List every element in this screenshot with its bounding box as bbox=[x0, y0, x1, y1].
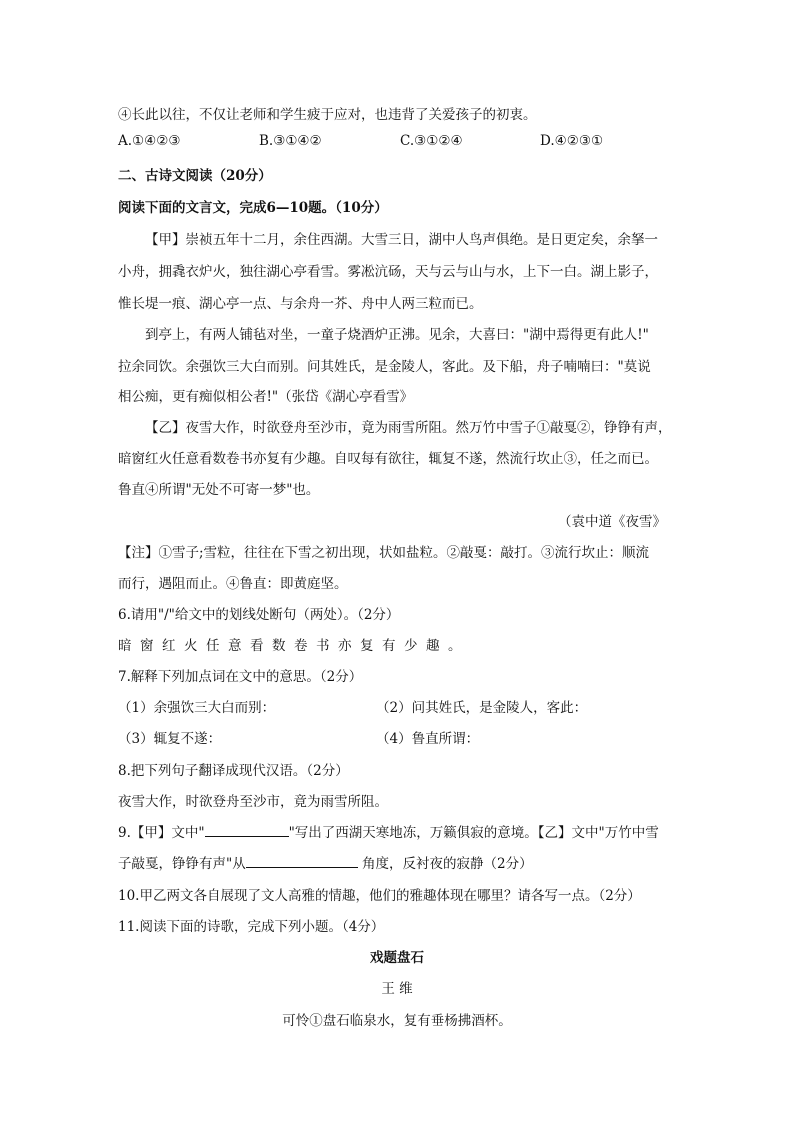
q9-line1-end: "写出了西湖天寒地冻，万籁俱寂的意境。【乙】文中"万竹中雪 bbox=[288, 825, 659, 841]
q6-text: 暗窗红火任意看数卷书亦复有少趣。 bbox=[118, 638, 470, 654]
notes-line2: 而行，遇阻而止。④鲁直：即黄庭坚。 bbox=[118, 576, 348, 592]
q7-item-4: （4）鲁直所谓： bbox=[376, 731, 480, 747]
poem-author: 王 维 bbox=[381, 981, 413, 997]
q7-item-1: （1）余强饮三大白而别： bbox=[118, 700, 276, 716]
yi-line3: 鲁直④所谓"无处不可寄一梦"也。 bbox=[118, 482, 320, 498]
yi-source: （袁中道《夜雪》 bbox=[558, 514, 666, 530]
q9-line1 bbox=[118, 821, 659, 841]
q5-option-a: A.①④②③ bbox=[118, 133, 181, 149]
jia-p1-line1: 【甲】崇祯五年十二月，余住西湖。大雪三日，湖中人鸟声俱绝。是日更定矣，余拏一 bbox=[145, 232, 658, 248]
jia-p2-line3: 相公痴，更有痴似相公者!"（张岱《湖心亭看雪》 bbox=[118, 389, 414, 405]
section2-title: 二、古诗文阅读（20分） bbox=[118, 168, 272, 184]
q8-text: 夜雪大作，时欲登舟至沙市，竟为雨雪所阻。 bbox=[118, 794, 388, 810]
q7-prompt: 7.解释下列加点词在文中的意思。（2分） bbox=[118, 669, 363, 685]
q5-option-d: D.④②③① bbox=[540, 133, 604, 149]
q11-prompt: 11.阅读下面的诗歌，完成下列小题。（4分） bbox=[118, 919, 385, 935]
q9-blank-2[interactable] bbox=[246, 853, 358, 868]
jia-p1-line2: 小舟，拥毳衣炉火，独往湖心亭看雪。雾凇沆砀，天与云与山与水，上下一白。湖上影子， bbox=[118, 264, 658, 280]
q5-option-c: C.③①②④ bbox=[400, 133, 463, 149]
poem-line1: 可怜①盘石临泉水，复有垂杨拂酒杯。 bbox=[282, 1013, 512, 1029]
q8-prompt: 8.把下列句子翻译成现代汉语。（2分） bbox=[118, 763, 349, 779]
notes-line1: 【注】①雪子;雪粒，往往在下雪之初出现，状如盐粒。②敲戛：敲打。③流行坎止：顺流 bbox=[118, 545, 650, 561]
yi-line1: 【乙】夜雪大作，时欲登舟至沙市，竟为雨雪所阻。然万竹中雪子①敲戛②，铮铮有声， bbox=[145, 420, 672, 436]
q10-prompt: 10.甲乙两文各自展现了文人高雅的情趣，他们的雅趣体现在哪里？请各写一点。（2分） bbox=[118, 888, 641, 904]
q5-option-b: B.③①④② bbox=[259, 133, 322, 149]
q5-item-4: ④长此以往，不仅让老师和学生疲于应对，也违背了关爱孩子的初衷。 bbox=[118, 107, 537, 123]
q9-line2-end: 角度，反衬夜的寂静（2分） bbox=[362, 856, 533, 872]
q9-line2-start: 子敲戛，铮铮有声"从 bbox=[118, 856, 246, 872]
q9-line2 bbox=[118, 852, 533, 872]
q7-item-3: （3）辄复不遂： bbox=[118, 731, 222, 747]
q6-prompt: 6.请用"/"给文中的划线处断句（两处）。（2分） bbox=[118, 607, 400, 623]
jia-p2-line1: 到亭上，有两人铺毡对坐，一童子烧酒炉正沸。见余，大喜曰："湖中焉得更有此人!" bbox=[145, 327, 649, 343]
q9-line1-start: 9.【甲】文中" bbox=[118, 825, 205, 841]
jia-p2-line2: 拉余同饮。余强饮三大白而别。问其姓氏，是金陵人，客此。及下船，舟子喃喃曰："莫说 bbox=[118, 359, 651, 375]
q9-blank-1[interactable] bbox=[205, 822, 289, 837]
q7-item-2: （2）问其姓氏，是金陵人，客此： bbox=[376, 700, 588, 716]
poem-title: 戏题盘石 bbox=[370, 950, 424, 966]
reading-instruction: 阅读下面的文言文，完成6—10题。（10分） bbox=[118, 200, 388, 216]
jia-p1-line3: 惟长堤一痕、湖心亭一点、与余舟一芥、舟中人两三粒而已。 bbox=[118, 296, 483, 312]
yi-line2: 暗窗红火任意看数卷书亦复有少趣。自叹每有欲往，辄复不遂，然流行坎止③，任之而已。 bbox=[118, 451, 658, 467]
